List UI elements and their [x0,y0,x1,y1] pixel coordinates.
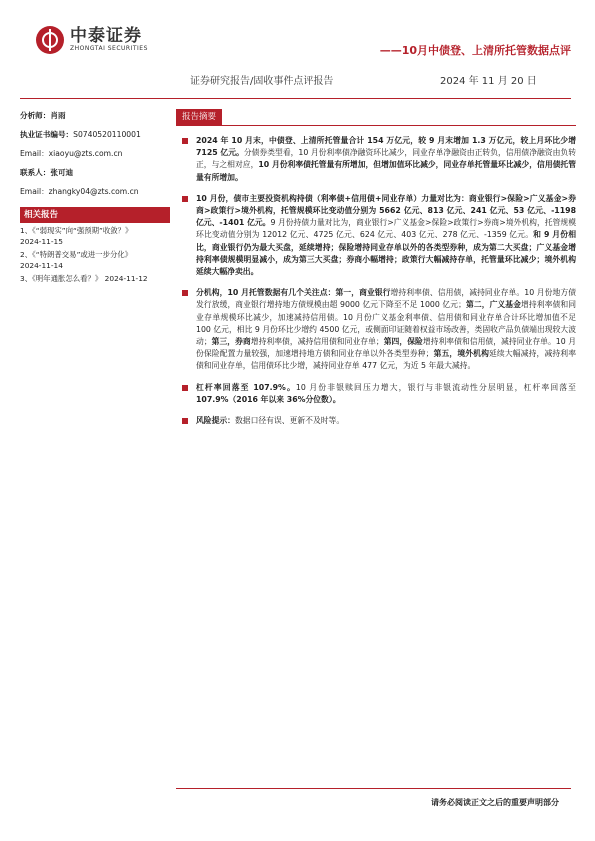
header-divider [20,98,571,99]
report-date: 2024 年 11 月 20 日 [440,76,537,87]
cert-number: S0740520110001 [73,130,141,139]
report-summary [176,104,576,427]
email-row-2 [20,182,170,201]
email-label: Email： [20,149,49,158]
related-reports-heading: 相关报告 [20,207,170,223]
analyst-label: 分析师： [20,111,51,120]
p3-point-5: 延续大幅减持，减持利率债和同业存单，信用债环比少增，减持同业存单 477 亿元，为近 5 年最大减持。 [196,349,577,371]
p3-point-1-label: 第一，商业银行 [335,288,391,298]
related-report-date: 2024-11-14 [20,261,63,270]
cert-row [20,125,170,144]
contact-label: 联系人： [20,168,51,177]
summary-paragraph-2 [176,193,576,278]
related-report-title-row [20,273,170,284]
summary-paragraph-1 [176,135,576,184]
company-logo [36,26,148,54]
p3-point-5-label: 第五，境外机构 [433,349,490,359]
analyst-email[interactable]: xiaoyu@zts.com.cn [48,149,123,158]
summary-paragraph-3 [176,287,576,372]
p3-point-2-label: 第二，广义基金 [465,300,522,310]
analyst-row [20,106,170,125]
related-report-title[interactable]: 1、《“弱现实”向“强预期”收敛？》 [20,226,133,235]
contact-email[interactable]: zhangky04@zts.com.cn [48,187,139,196]
risk-text: 数据口径有误、更新不及时等。 [234,416,345,426]
p3-point-4-label: 第四，保险 [383,337,423,347]
summary-heading: 报告摘要 [176,109,222,125]
logo-mark-icon [36,26,64,54]
email-row-1 [20,144,170,163]
p3-point-1: 增持利率债、信用债，减持同业存单。10 月份地方债发行放缓，商业银行增持地方债规模由超 9000 亿元下降至不足 1000 亿元； [196,288,576,310]
disclaimer-note: 请务必阅读正文之后的重要声明部分 [431,798,559,807]
p4-body: 10 月份非银赎回压力增大，银行与非银流动性分层明显，杠杆率回落至 [295,382,576,392]
related-report-item[interactable] [20,225,170,247]
p1-lead: 2024 年 10 月末，中债登、上清所托管量合计 154 万亿元，较 9 月末增加 1.3 万亿元，较上月环比少增 7125 亿元。 [196,136,576,158]
related-report-title[interactable]: 2、《“特朗普交易”或进一步分化》 [20,250,133,259]
p1-body: 分债券类型看，10 月份利率债净融资环比减少，同业存单净融资由正转负，信用债净融资由负转正，与之相对应， [196,148,576,170]
p2-lead: 10 月份，债市主要投资机构持债（利率债+信用债+同业存单）力量对比为：商业银行>保险>广义基金>券商>政策行>境外机构，托管规模环比变动值分别为 5662 亿元、813 亿元、241 亿元、53 亿元、-1198 亿元、-1401 亿元。 [196,193,576,228]
related-report-date: 2024-11-12 [104,274,148,283]
analyst-name: 肖雨 [50,111,66,120]
p4-lead: 杠杆率回落至 107.9%。 [196,382,296,392]
logo-name-en: ZHONGTAI SECURITIES [70,45,148,52]
risk-label: 风险提示： [196,416,235,426]
p3-point-3: 增持利率债，减持信用债和同业存单； [250,337,384,347]
p2-body: 9 月份持债力量对比为，商业银行>广义基金>保险>政策行>券商>境外机构，托管规模环比变动值分别为 12012 亿元、4725 亿元、624 亿元、403 亿元、278 亿元、-1359 亿元。 [196,218,576,240]
p4-figure: 107.9%（2016 年以来 36%分位数）。 [196,394,341,404]
related-report-title[interactable]: 3、《明年通胀怎么看？》 [20,274,103,283]
email-label: Email： [20,187,49,196]
contact-name: 张可迪 [50,168,74,177]
logo-name-cn: 中泰证券 [70,26,142,46]
report-type: 证券研究报告/固收事件点评报告 [190,76,334,87]
p1-conclusion: 10 月份利率债托管量有所增加，但增加值环比减少，同业存单托管量环比减少，信用债托管量有所增加。 [196,160,577,182]
report-subtitle: ——10月中债登、上清所托管数据点评 [379,44,571,57]
cert-label: 执业证书编号： [20,130,74,139]
p3-lead: 分机构，10 月托管数据有几个关注点： [196,288,336,298]
p3-point-4: 增持利率债和信用债，减持同业存单。10 月份保险配置力量较强，加速增持地方债和同业存单以外各类型券种； [196,337,577,359]
related-report-item[interactable] [20,249,170,271]
p2-conclusion: 和 9 月份相比，商业银行仍为最大买盘，延续增持；保险增持同业存单以外的各类型券种，成为第二大买盘；广义基金增持利率债规模明显减小，成为第三大买盘；券商小幅增持；政策行大幅减持存单，托管量环比减少；境外机构延续大幅净卖出。 [196,230,576,277]
related-report-date: 2024-11-15 [20,237,63,246]
p3-point-3-label: 第三，券商 [211,337,251,347]
sidebar [20,106,170,284]
contact-row [20,163,170,182]
summary-paragraph-4 [176,382,576,406]
risk-warning [176,415,576,427]
summary-divider [176,125,576,126]
footer-divider [176,788,571,789]
related-report-item[interactable] [20,273,170,284]
p3-point-2: 增持利率债和同业存单规模环比减少，加速减持信用债。10 月份广义基金利率债、信用债和同业存单合计环比增加值不足 100 亿元，相比 9 月份环比少增约 4500 亿元，或侧面印证随着权益市场改善，类固收产品负债端出现较大波动； [196,300,576,347]
